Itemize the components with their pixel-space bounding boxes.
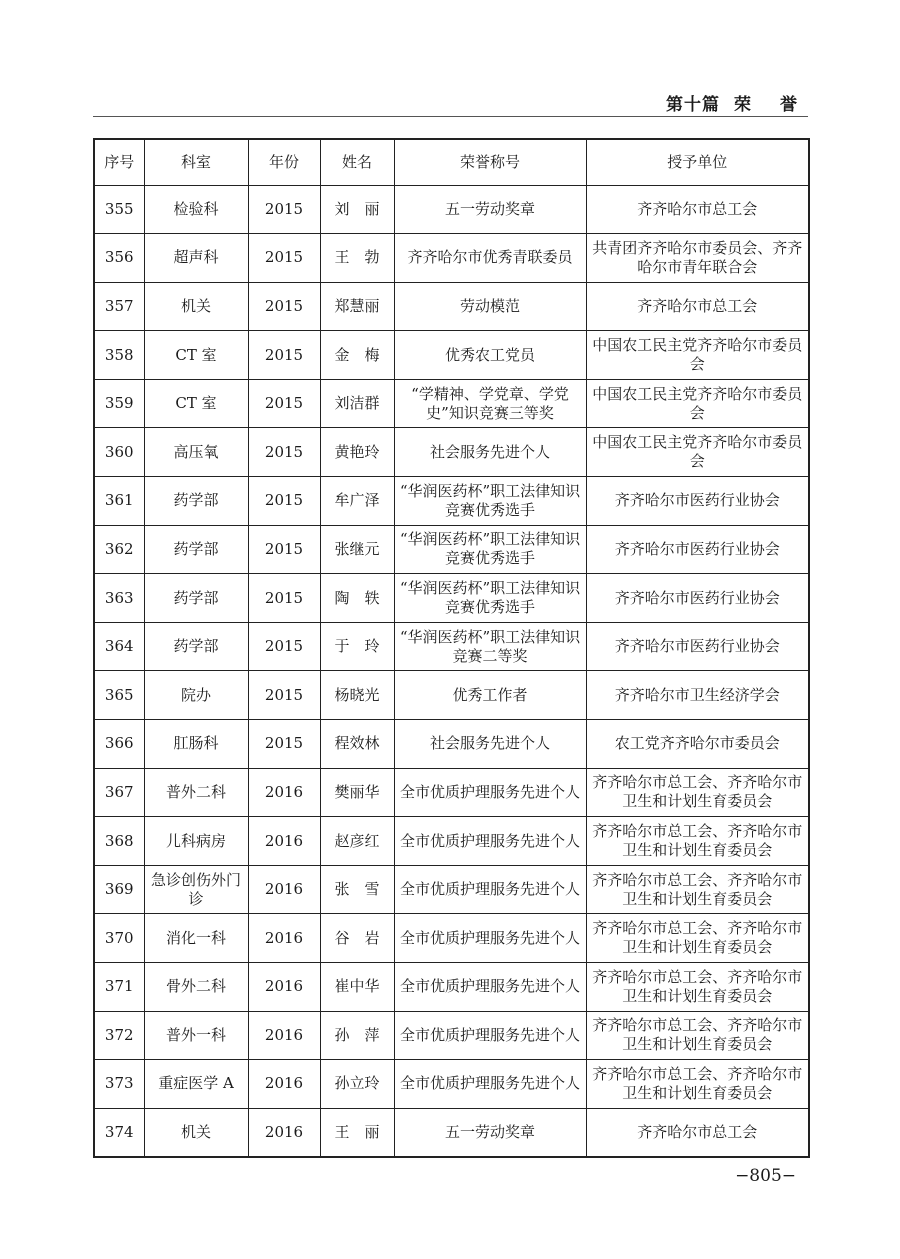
- column-header-index: 序号: [94, 139, 144, 185]
- cell-department: CT 室: [144, 379, 248, 428]
- table-row: [94, 477, 809, 526]
- cell-department: 肛肠科: [144, 720, 248, 769]
- cell-department: 普外二科: [144, 768, 248, 817]
- section-title-char-2: 誉: [780, 95, 798, 115]
- cell-department: 机关: [144, 282, 248, 331]
- cell-index: 361: [94, 477, 144, 526]
- section-title-char-1: 荣: [734, 95, 752, 115]
- cell-year: 2015: [248, 671, 320, 720]
- cell-index: 371: [94, 963, 144, 1012]
- cell-grantor: 齐齐哈尔市总工会: [586, 185, 809, 234]
- cell-honor: 优秀农工党员: [394, 331, 586, 380]
- cell-year: 2015: [248, 622, 320, 671]
- part-label: 第十篇: [666, 95, 720, 115]
- table-row: [94, 622, 809, 671]
- cell-index: 366: [94, 720, 144, 769]
- cell-year: 2015: [248, 379, 320, 428]
- cell-grantor: 中国农工民主党齐齐哈尔市委员会: [586, 379, 809, 428]
- page-number: −805−: [735, 1166, 796, 1186]
- cell-year: 2015: [248, 331, 320, 380]
- cell-honor: 齐齐哈尔市优秀青联委员: [394, 234, 586, 283]
- table-header-row: [94, 139, 809, 185]
- cell-year: 2016: [248, 1108, 320, 1157]
- cell-year: 2016: [248, 768, 320, 817]
- cell-name: 程效林: [320, 720, 394, 769]
- cell-index: 367: [94, 768, 144, 817]
- cell-year: 2015: [248, 477, 320, 526]
- table-row: [94, 331, 809, 380]
- cell-index: 360: [94, 428, 144, 477]
- cell-honor: 优秀工作者: [394, 671, 586, 720]
- cell-index: 368: [94, 817, 144, 866]
- cell-honor: 全市优质护理服务先进个人: [394, 817, 586, 866]
- cell-name: 孙立玲: [320, 1060, 394, 1109]
- cell-index: 370: [94, 914, 144, 963]
- cell-year: 2015: [248, 234, 320, 283]
- cell-honor: “华润医药杯”职工法律知识竞赛优秀选手: [394, 525, 586, 574]
- cell-name: 杨晓光: [320, 671, 394, 720]
- cell-department: 药学部: [144, 477, 248, 526]
- running-head: [666, 90, 798, 115]
- cell-grantor: 齐齐哈尔市卫生经济学会: [586, 671, 809, 720]
- cell-department: 药学部: [144, 622, 248, 671]
- table-row: [94, 379, 809, 428]
- table-row: [94, 963, 809, 1012]
- table-row: [94, 1060, 809, 1109]
- cell-grantor: 农工党齐齐哈尔市委员会: [586, 720, 809, 769]
- cell-name: 于 玲: [320, 622, 394, 671]
- cell-name: 谷 岩: [320, 914, 394, 963]
- cell-honor: 社会服务先进个人: [394, 428, 586, 477]
- cell-name: 陶 轶: [320, 574, 394, 623]
- cell-grantor: 齐齐哈尔市总工会: [586, 1108, 809, 1157]
- cell-year: 2015: [248, 525, 320, 574]
- cell-name: 樊丽华: [320, 768, 394, 817]
- cell-year: 2016: [248, 817, 320, 866]
- cell-year: 2016: [248, 865, 320, 914]
- cell-department: 急诊创伤外门诊: [144, 865, 248, 914]
- table-row: [94, 185, 809, 234]
- cell-honor: “华润医药杯”职工法律知识竞赛优秀选手: [394, 477, 586, 526]
- cell-index: 373: [94, 1060, 144, 1109]
- cell-honor: “学精神、学党章、学党史”知识竞赛三等奖: [394, 379, 586, 428]
- cell-name: 孙 萍: [320, 1011, 394, 1060]
- honors-table: [93, 138, 810, 1158]
- cell-grantor: 齐齐哈尔市总工会、齐齐哈尔市卫生和计划生育委员会: [586, 1060, 809, 1109]
- cell-department: 超声科: [144, 234, 248, 283]
- cell-index: 355: [94, 185, 144, 234]
- cell-department: 机关: [144, 1108, 248, 1157]
- cell-honor: 劳动模范: [394, 282, 586, 331]
- cell-name: 刘洁群: [320, 379, 394, 428]
- cell-year: 2016: [248, 914, 320, 963]
- table-row: [94, 768, 809, 817]
- cell-honor: “华润医药杯”职工法律知识竞赛二等奖: [394, 622, 586, 671]
- cell-index: 358: [94, 331, 144, 380]
- cell-index: 356: [94, 234, 144, 283]
- cell-index: 359: [94, 379, 144, 428]
- cell-honor: 五一劳动奖章: [394, 1108, 586, 1157]
- cell-honor: 社会服务先进个人: [394, 720, 586, 769]
- cell-honor: “华润医药杯”职工法律知识竞赛优秀选手: [394, 574, 586, 623]
- cell-grantor: 齐齐哈尔市医药行业协会: [586, 574, 809, 623]
- cell-name: 张继元: [320, 525, 394, 574]
- cell-honor: 全市优质护理服务先进个人: [394, 963, 586, 1012]
- cell-year: 2015: [248, 428, 320, 477]
- cell-department: 高压氧: [144, 428, 248, 477]
- table-row: [94, 1011, 809, 1060]
- column-header-department: 科室: [144, 139, 248, 185]
- cell-index: 362: [94, 525, 144, 574]
- cell-honor: 全市优质护理服务先进个人: [394, 768, 586, 817]
- cell-department: 院办: [144, 671, 248, 720]
- cell-index: 357: [94, 282, 144, 331]
- cell-honor: 全市优质护理服务先进个人: [394, 1060, 586, 1109]
- table-row: [94, 720, 809, 769]
- cell-department: CT 室: [144, 331, 248, 380]
- cell-grantor: 齐齐哈尔市医药行业协会: [586, 622, 809, 671]
- header-rule: [93, 116, 808, 117]
- cell-department: 药学部: [144, 525, 248, 574]
- cell-index: 369: [94, 865, 144, 914]
- cell-year: 2016: [248, 1060, 320, 1109]
- table-row: [94, 865, 809, 914]
- table-row: [94, 574, 809, 623]
- cell-grantor: 齐齐哈尔市总工会、齐齐哈尔市卫生和计划生育委员会: [586, 914, 809, 963]
- cell-grantor: 中国农工民主党齐齐哈尔市委员会: [586, 331, 809, 380]
- column-header-honor: 荣誉称号: [394, 139, 586, 185]
- cell-year: 2015: [248, 185, 320, 234]
- cell-name: 张 雪: [320, 865, 394, 914]
- column-header-year: 年份: [248, 139, 320, 185]
- cell-department: 骨外二科: [144, 963, 248, 1012]
- cell-grantor: 齐齐哈尔市总工会、齐齐哈尔市卫生和计划生育委员会: [586, 1011, 809, 1060]
- cell-grantor: 中国农工民主党齐齐哈尔市委员会: [586, 428, 809, 477]
- table-row: [94, 282, 809, 331]
- cell-grantor: 齐齐哈尔市总工会、齐齐哈尔市卫生和计划生育委员会: [586, 768, 809, 817]
- cell-index: 374: [94, 1108, 144, 1157]
- cell-year: 2016: [248, 963, 320, 1012]
- cell-index: 363: [94, 574, 144, 623]
- cell-grantor: 齐齐哈尔市医药行业协会: [586, 477, 809, 526]
- cell-name: 王 勃: [320, 234, 394, 283]
- column-header-grantor: 授予单位: [586, 139, 809, 185]
- table-row: [94, 1108, 809, 1157]
- cell-grantor: 齐齐哈尔市总工会、齐齐哈尔市卫生和计划生育委员会: [586, 865, 809, 914]
- cell-grantor: 齐齐哈尔市总工会、齐齐哈尔市卫生和计划生育委员会: [586, 963, 809, 1012]
- cell-index: 365: [94, 671, 144, 720]
- cell-grantor: 齐齐哈尔市总工会、齐齐哈尔市卫生和计划生育委员会: [586, 817, 809, 866]
- cell-name: 崔中华: [320, 963, 394, 1012]
- column-header-name: 姓名: [320, 139, 394, 185]
- cell-name: 牟广泽: [320, 477, 394, 526]
- table-row: [94, 671, 809, 720]
- table-row: [94, 914, 809, 963]
- cell-honor: 全市优质护理服务先进个人: [394, 914, 586, 963]
- cell-grantor: 齐齐哈尔市总工会: [586, 282, 809, 331]
- cell-name: 刘 丽: [320, 185, 394, 234]
- cell-year: 2016: [248, 1011, 320, 1060]
- cell-name: 郑慧丽: [320, 282, 394, 331]
- cell-year: 2015: [248, 574, 320, 623]
- cell-year: 2015: [248, 282, 320, 331]
- table-row: [94, 234, 809, 283]
- cell-grantor: 共青团齐齐哈尔市委员会、齐齐哈尔市青年联合会: [586, 234, 809, 283]
- cell-name: 黄艳玲: [320, 428, 394, 477]
- cell-honor: 五一劳动奖章: [394, 185, 586, 234]
- table-row: [94, 525, 809, 574]
- table-row: [94, 428, 809, 477]
- table-row: [94, 817, 809, 866]
- cell-department: 检验科: [144, 185, 248, 234]
- cell-grantor: 齐齐哈尔市医药行业协会: [586, 525, 809, 574]
- cell-honor: 全市优质护理服务先进个人: [394, 1011, 586, 1060]
- cell-department: 药学部: [144, 574, 248, 623]
- cell-index: 372: [94, 1011, 144, 1060]
- cell-department: 普外一科: [144, 1011, 248, 1060]
- cell-name: 王 丽: [320, 1108, 394, 1157]
- cell-index: 364: [94, 622, 144, 671]
- cell-year: 2015: [248, 720, 320, 769]
- cell-department: 儿科病房: [144, 817, 248, 866]
- cell-department: 重症医学 A: [144, 1060, 248, 1109]
- cell-name: 金 梅: [320, 331, 394, 380]
- cell-name: 赵彦红: [320, 817, 394, 866]
- cell-department: 消化一科: [144, 914, 248, 963]
- cell-honor: 全市优质护理服务先进个人: [394, 865, 586, 914]
- table-body: [94, 185, 809, 1157]
